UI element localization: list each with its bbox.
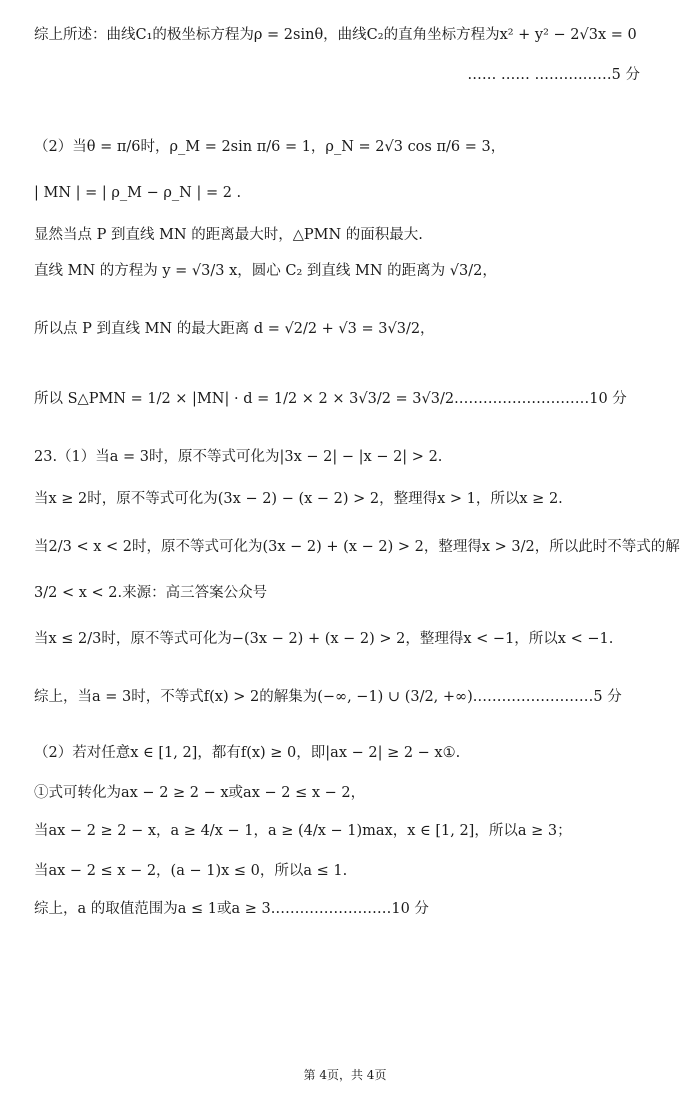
line-4: | MN | = | ρ_M − ρ_N | = 2 . <box>34 185 242 201</box>
line-12: 3/2 < x < 2.来源：高三答案公众号 <box>34 585 268 601</box>
line-5: 显然当点 P 到直线 MN 的距离最大时，△PMN 的面积最大. <box>34 227 423 243</box>
line-9: 23.（1）当a = 3时，原不等式可化为|3x − 2| − |x − 2| > 2. <box>34 449 443 465</box>
line-14: 综上，当a = 3时，不等式f(x) > 2的解集为(−∞, −1) ∪ (3/2, +∞).……………………5 分 <box>34 689 622 705</box>
score-5-a: …… …… ……….……5 分 <box>467 67 640 83</box>
line-6: 直线 MN 的方程为 y = √3/3 x，圆心 C₂ 到直线 MN 的距离为 √3/2， <box>34 263 497 279</box>
line-15: （2）若对任意x ∈ [1, 2]，都有f(x) ≥ 0，即|ax − 2| ≥ 2 − x①. <box>34 745 461 761</box>
line-1: 综上所述：曲线C₁的极坐标方程为ρ = 2sinθ，曲线C₂的直角坐标方程为x² + y² − 2√3x = 0 <box>34 27 637 43</box>
line-8: 所以 S△PMN = 1/2 × |MN| · d = 1/2 × 2 × 3√3/2 = 3√3/2.………………………10 分 <box>34 391 627 407</box>
line-19: 综上，a 的取值范围为a ≤ 1或a ≥ 3.……………………10 分 <box>34 901 429 917</box>
page-footer: 第 4页，共 4页 <box>303 1068 387 1082</box>
line-17: 当ax − 2 ≥ 2 − x，a ≥ 4/x − 1，a ≥ (4/x − 1)max，x ∈ [1, 2]，所以a ≥ 3； <box>34 823 572 839</box>
line-18: 当ax − 2 ≤ x − 2，(a − 1)x ≤ 0，所以a ≤ 1. <box>34 863 348 879</box>
line-11: 当2/3 < x < 2时，原不等式可化为(3x − 2) + (x − 2) > 2，整理得x > 3/2，所以此时不等式的解 <box>34 539 680 555</box>
line-16: ①式可转化为ax − 2 ≥ 2 − x或ax − 2 ≤ x − 2， <box>34 785 366 801</box>
line-10: 当x ≥ 2时，原不等式可化为(3x − 2) − (x − 2) > 2，整理得x > 1，所以x ≥ 2. <box>34 491 563 507</box>
line-13: 当x ≤ 2/3时，原不等式可化为−(3x − 2) + (x − 2) > 2，整理得x < −1，所以x < −1. <box>34 631 614 647</box>
line-3: （2）当θ = π/6时，ρ_M = 2sin π/6 = 1，ρ_N = 2√3 cos π/6 = 3， <box>34 139 506 155</box>
line-7: 所以点 P 到直线 MN 的最大距离 d = √2/2 + √3 = 3√3/2， <box>34 321 435 337</box>
